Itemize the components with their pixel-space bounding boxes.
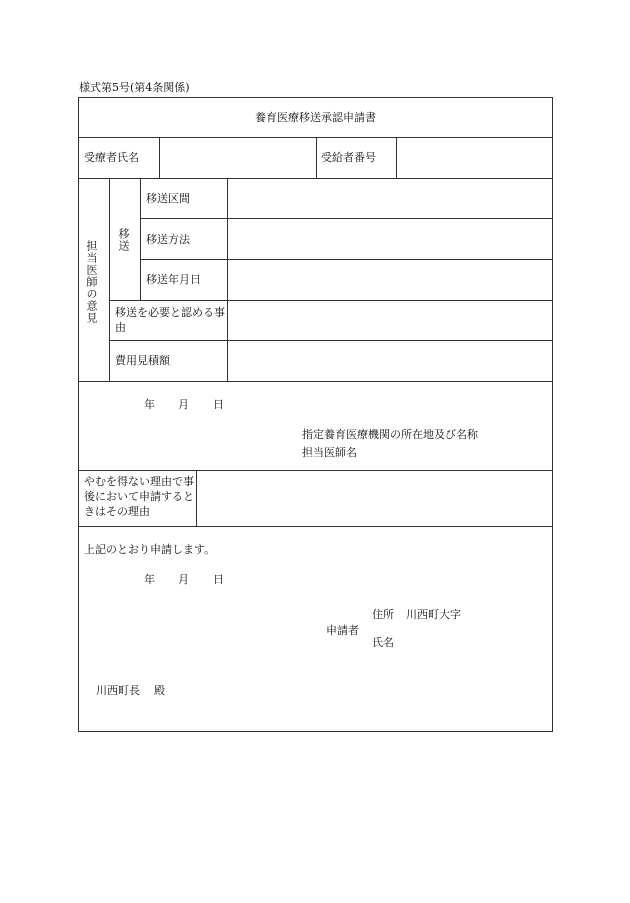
estimated-cost-label: 費用見積額 [115, 354, 170, 367]
transfer-section-field[interactable] [228, 179, 552, 218]
doctor-name-label: 担当医師名 [302, 446, 357, 459]
estimated-cost-field[interactable] [228, 341, 552, 381]
doctor-date-year: 年 [144, 398, 155, 411]
doctor-date-day: 日 [213, 398, 224, 411]
form-number: 様式第5号(第4条関係) [79, 81, 190, 94]
declaration-text: 上記のとおり申請します。 [84, 543, 216, 556]
necessity-reason-field[interactable] [228, 301, 552, 340]
doctor-opinion-label: 担当医師の意見 [85, 240, 98, 324]
addressee: 川西町長 [96, 684, 140, 697]
late-reason-field[interactable] [197, 471, 552, 525]
applicant-label: 申請者 [326, 624, 359, 637]
transfer-method-label: 移送方法 [146, 233, 190, 246]
form-title: 養育医療移送承認申請書 [255, 111, 376, 124]
late-reason-label: やむを得ない理由で事後において申請するときはその理由 [84, 475, 194, 518]
application-date-year: 年 [144, 573, 155, 586]
application-date-day: 日 [213, 573, 224, 586]
doctor-date-month: 月 [178, 398, 189, 411]
necessity-reason-label: 移送を必要と認める事由 [115, 306, 225, 334]
recipient-number-label: 受給者番号 [321, 151, 376, 164]
application-date-month: 月 [178, 573, 189, 586]
transfer-section-label: 移送区間 [146, 192, 190, 205]
recipient-number-field[interactable] [397, 138, 552, 177]
name-label: 氏名 [372, 636, 394, 649]
transfer-date-field[interactable] [228, 260, 552, 300]
transfer-method-field[interactable] [228, 219, 552, 259]
transfer-label: 移送 [117, 228, 130, 252]
honorific: 殿 [154, 684, 165, 697]
institution-label: 指定養育医療機関の所在地及び名称 [302, 428, 478, 441]
patient-name-label: 受療者氏名 [84, 151, 139, 164]
patient-name-field[interactable] [160, 138, 315, 177]
transfer-date-label: 移送年月日 [146, 273, 201, 286]
address-value: 川西町大字 [406, 608, 461, 621]
address-label: 住所 [372, 608, 394, 621]
